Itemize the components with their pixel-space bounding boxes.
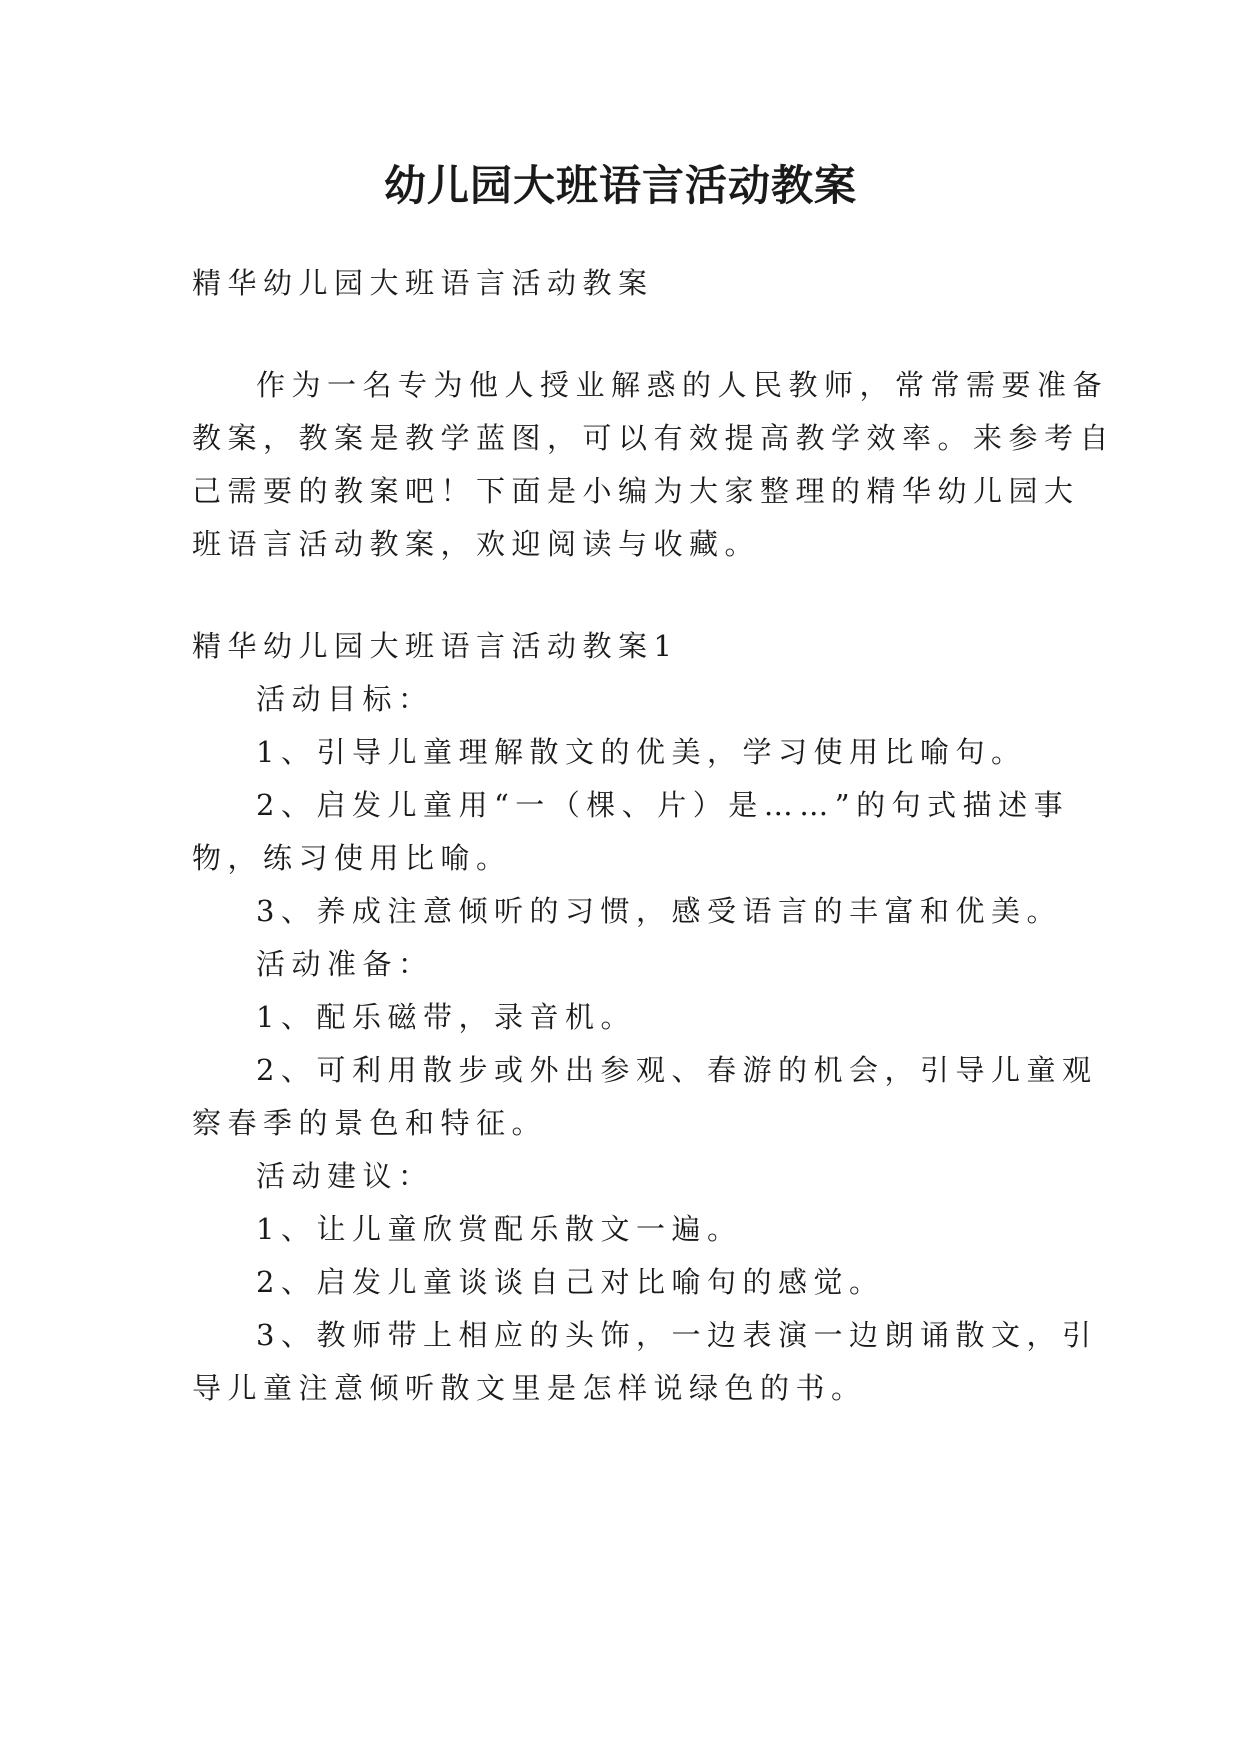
prep-2-line-1: 2、可利用散步或外出参观、春游的机会，引导儿童观 — [256, 1053, 1098, 1087]
suggest-heading: 活动建议： — [256, 1159, 434, 1193]
section-heading: 精华幼儿园大班语言活动教案1 — [192, 629, 679, 663]
prep-1: 1、配乐磁带，录音机。 — [256, 1000, 636, 1034]
intro-line-4: 班语言活动教案，欢迎阅读与收藏。 — [192, 527, 761, 561]
goal-2-line-1: 2、启发儿童用“一（棵、片）是……”的句式描述事 — [256, 788, 1070, 822]
goals-heading: 活动目标： — [256, 682, 434, 716]
suggest-1: 1、让儿童欣赏配乐散文一遍。 — [256, 1212, 743, 1246]
goal-3: 3、养成注意倾听的习惯，感受语言的丰富和优美。 — [256, 894, 1062, 928]
subtitle: 精华幼儿园大班语言活动教案 — [192, 266, 654, 300]
goal-2-line-2: 物，练习使用比喻。 — [192, 841, 512, 875]
document-title: 幼儿园大班语言活动教案 — [383, 161, 857, 210]
suggest-2: 2、启发儿童谈谈自己对比喻句的感觉。 — [256, 1265, 885, 1299]
intro-line-2: 教案，教案是教学蓝图，可以有效提高教学效率。来参考自 — [192, 421, 1116, 455]
goal-1: 1、引导儿童理解散文的优美，学习使用比喻句。 — [256, 735, 1027, 769]
prep-2-line-2: 察春季的景色和特征。 — [192, 1106, 548, 1140]
intro-line-3: 己需要的教案吧！下面是小编为大家整理的精华幼儿园大 — [192, 474, 1080, 508]
suggest-3-line-1: 3、教师带上相应的头饰，一边表演一边朗诵散文，引 — [256, 1318, 1098, 1352]
prep-heading: 活动准备： — [256, 947, 434, 981]
intro-line-1: 作为一名专为他人授业解惑的人民教师，常常需要准备 — [256, 368, 1109, 402]
suggest-3-line-2: 导儿童注意倾听散文里是怎样说绿色的书。 — [192, 1371, 867, 1405]
